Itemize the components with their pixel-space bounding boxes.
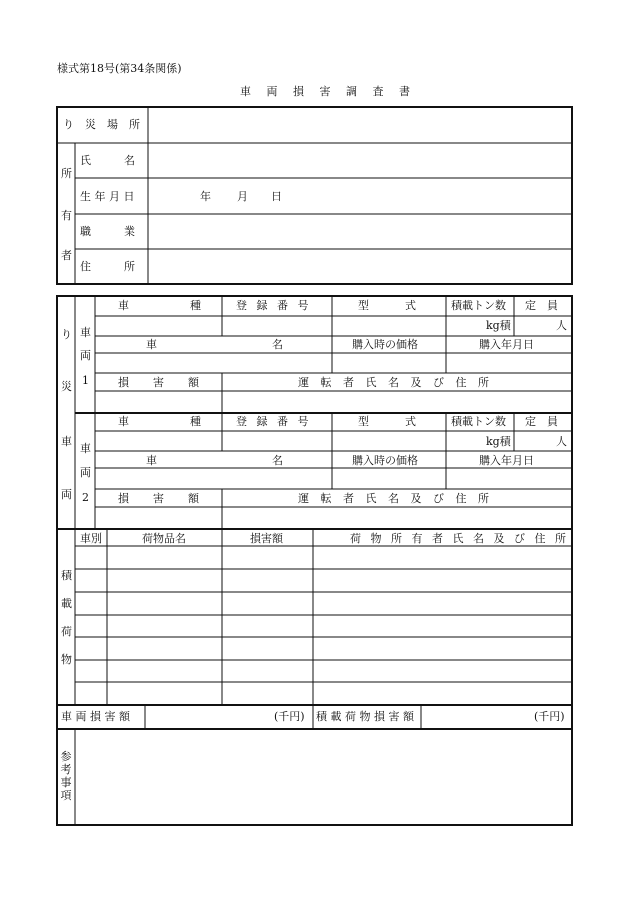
vehicle-damage-unit: (千円) <box>274 710 305 723</box>
v2-model-b: 式 <box>405 415 416 428</box>
v1-purchase: 購入年月日 <box>479 338 534 351</box>
form-number: 様式第18号(第34条関係) <box>57 62 182 75</box>
v2-capacity: 定 員 <box>525 415 558 428</box>
vehicle1-label-3: 1 <box>82 374 89 387</box>
v1-capacity: 定 員 <box>525 299 558 312</box>
vehicle2-label-1: 車 <box>80 442 91 455</box>
v2-damage-c: 額 <box>188 492 199 505</box>
vehicle2-label-2: 両 <box>80 466 91 479</box>
address-label: 住 所 <box>80 260 135 273</box>
v2-car-a: 車 <box>146 454 157 467</box>
v1-car-b: 名 <box>272 338 283 351</box>
v2-damage-a: 損 <box>118 492 129 505</box>
v2-tonnage: 積載トン数 <box>451 415 506 428</box>
v2-unit-kg: kg積 <box>486 435 511 448</box>
birth-month-label: 月 <box>237 190 248 203</box>
v1-tonnage: 積載トン数 <box>451 299 506 312</box>
owner-label-2: 有 <box>61 209 72 222</box>
v1-price: 購入時の価格 <box>352 338 418 351</box>
damaged-vehicle-label-2: 災 <box>61 380 72 393</box>
v2-purchase: 購入年月日 <box>479 454 534 467</box>
v2-car-b: 名 <box>272 454 283 467</box>
v1-type-b: 種 <box>190 299 201 312</box>
damaged-vehicle-label-1: り <box>61 328 72 341</box>
v2-driver: 運 転 者 氏 名 及 び 住 所 <box>298 492 493 505</box>
vehicle1-label-2: 両 <box>80 349 91 362</box>
v2-model-a: 型 <box>358 415 369 428</box>
v2-type-a: 車 <box>118 415 129 428</box>
v1-reg: 登 録 番 号 <box>236 299 312 312</box>
v1-model-a: 型 <box>358 299 369 312</box>
owner-label-3: 者 <box>61 249 72 262</box>
vehicle1-label-1: 車 <box>80 326 91 339</box>
remarks-label: 参考事項 <box>60 750 72 802</box>
cargo-label-1: 積 <box>61 569 72 582</box>
v1-unit-person: 人 <box>556 319 567 332</box>
birth-day-label: 日 <box>271 190 282 203</box>
v2-damage-b: 害 <box>153 492 164 505</box>
v1-driver: 運 転 者 氏 名 及 び 住 所 <box>298 376 493 389</box>
cargo-head-damage: 損害額 <box>250 532 283 545</box>
v1-damage-c: 額 <box>188 376 199 389</box>
vehicle-damage-label: 車 両 損 害 額 <box>61 710 130 723</box>
cargo-label-2: 載 <box>61 597 72 610</box>
cargo-head-item: 荷物品名 <box>142 532 186 545</box>
v1-unit-kg: kg積 <box>486 319 511 332</box>
v1-damage-a: 損 <box>118 376 129 389</box>
v2-type-b: 種 <box>190 415 201 428</box>
v2-reg: 登 録 番 号 <box>236 415 312 428</box>
cargo-label-4: 物 <box>61 653 72 666</box>
v1-damage-b: 害 <box>153 376 164 389</box>
v1-type-a: 車 <box>118 299 129 312</box>
cargo-damage-unit: (千円) <box>534 710 565 723</box>
cargo-label-3: 荷 <box>61 625 72 638</box>
occupation-label: 職 業 <box>80 225 135 238</box>
v1-car-a: 車 <box>146 338 157 351</box>
v2-unit-person: 人 <box>556 435 567 448</box>
birth-label: 生 年 月 日 <box>80 190 135 203</box>
cargo-head-vehicle: 車別 <box>80 532 102 545</box>
v1-model-b: 式 <box>405 299 416 312</box>
name-label: 氏 名 <box>80 154 135 167</box>
vehicle2-label-3: 2 <box>82 491 89 504</box>
cargo-head-owner: 荷 物 所 有 者 氏 名 及 び 住 所 <box>350 532 569 545</box>
damaged-vehicle-label-4: 両 <box>61 488 72 501</box>
page-title: 車 両 損 害 調 査 書 <box>240 85 416 98</box>
owner-label-1: 所 <box>61 167 72 180</box>
damaged-vehicle-label-3: 車 <box>61 435 72 448</box>
cargo-damage-label: 積 載 荷 物 損 害 額 <box>316 710 414 723</box>
disaster-place-label: り 災 場 所 <box>63 118 140 131</box>
birth-year-label: 年 <box>200 190 211 203</box>
v2-price: 購入時の価格 <box>352 454 418 467</box>
